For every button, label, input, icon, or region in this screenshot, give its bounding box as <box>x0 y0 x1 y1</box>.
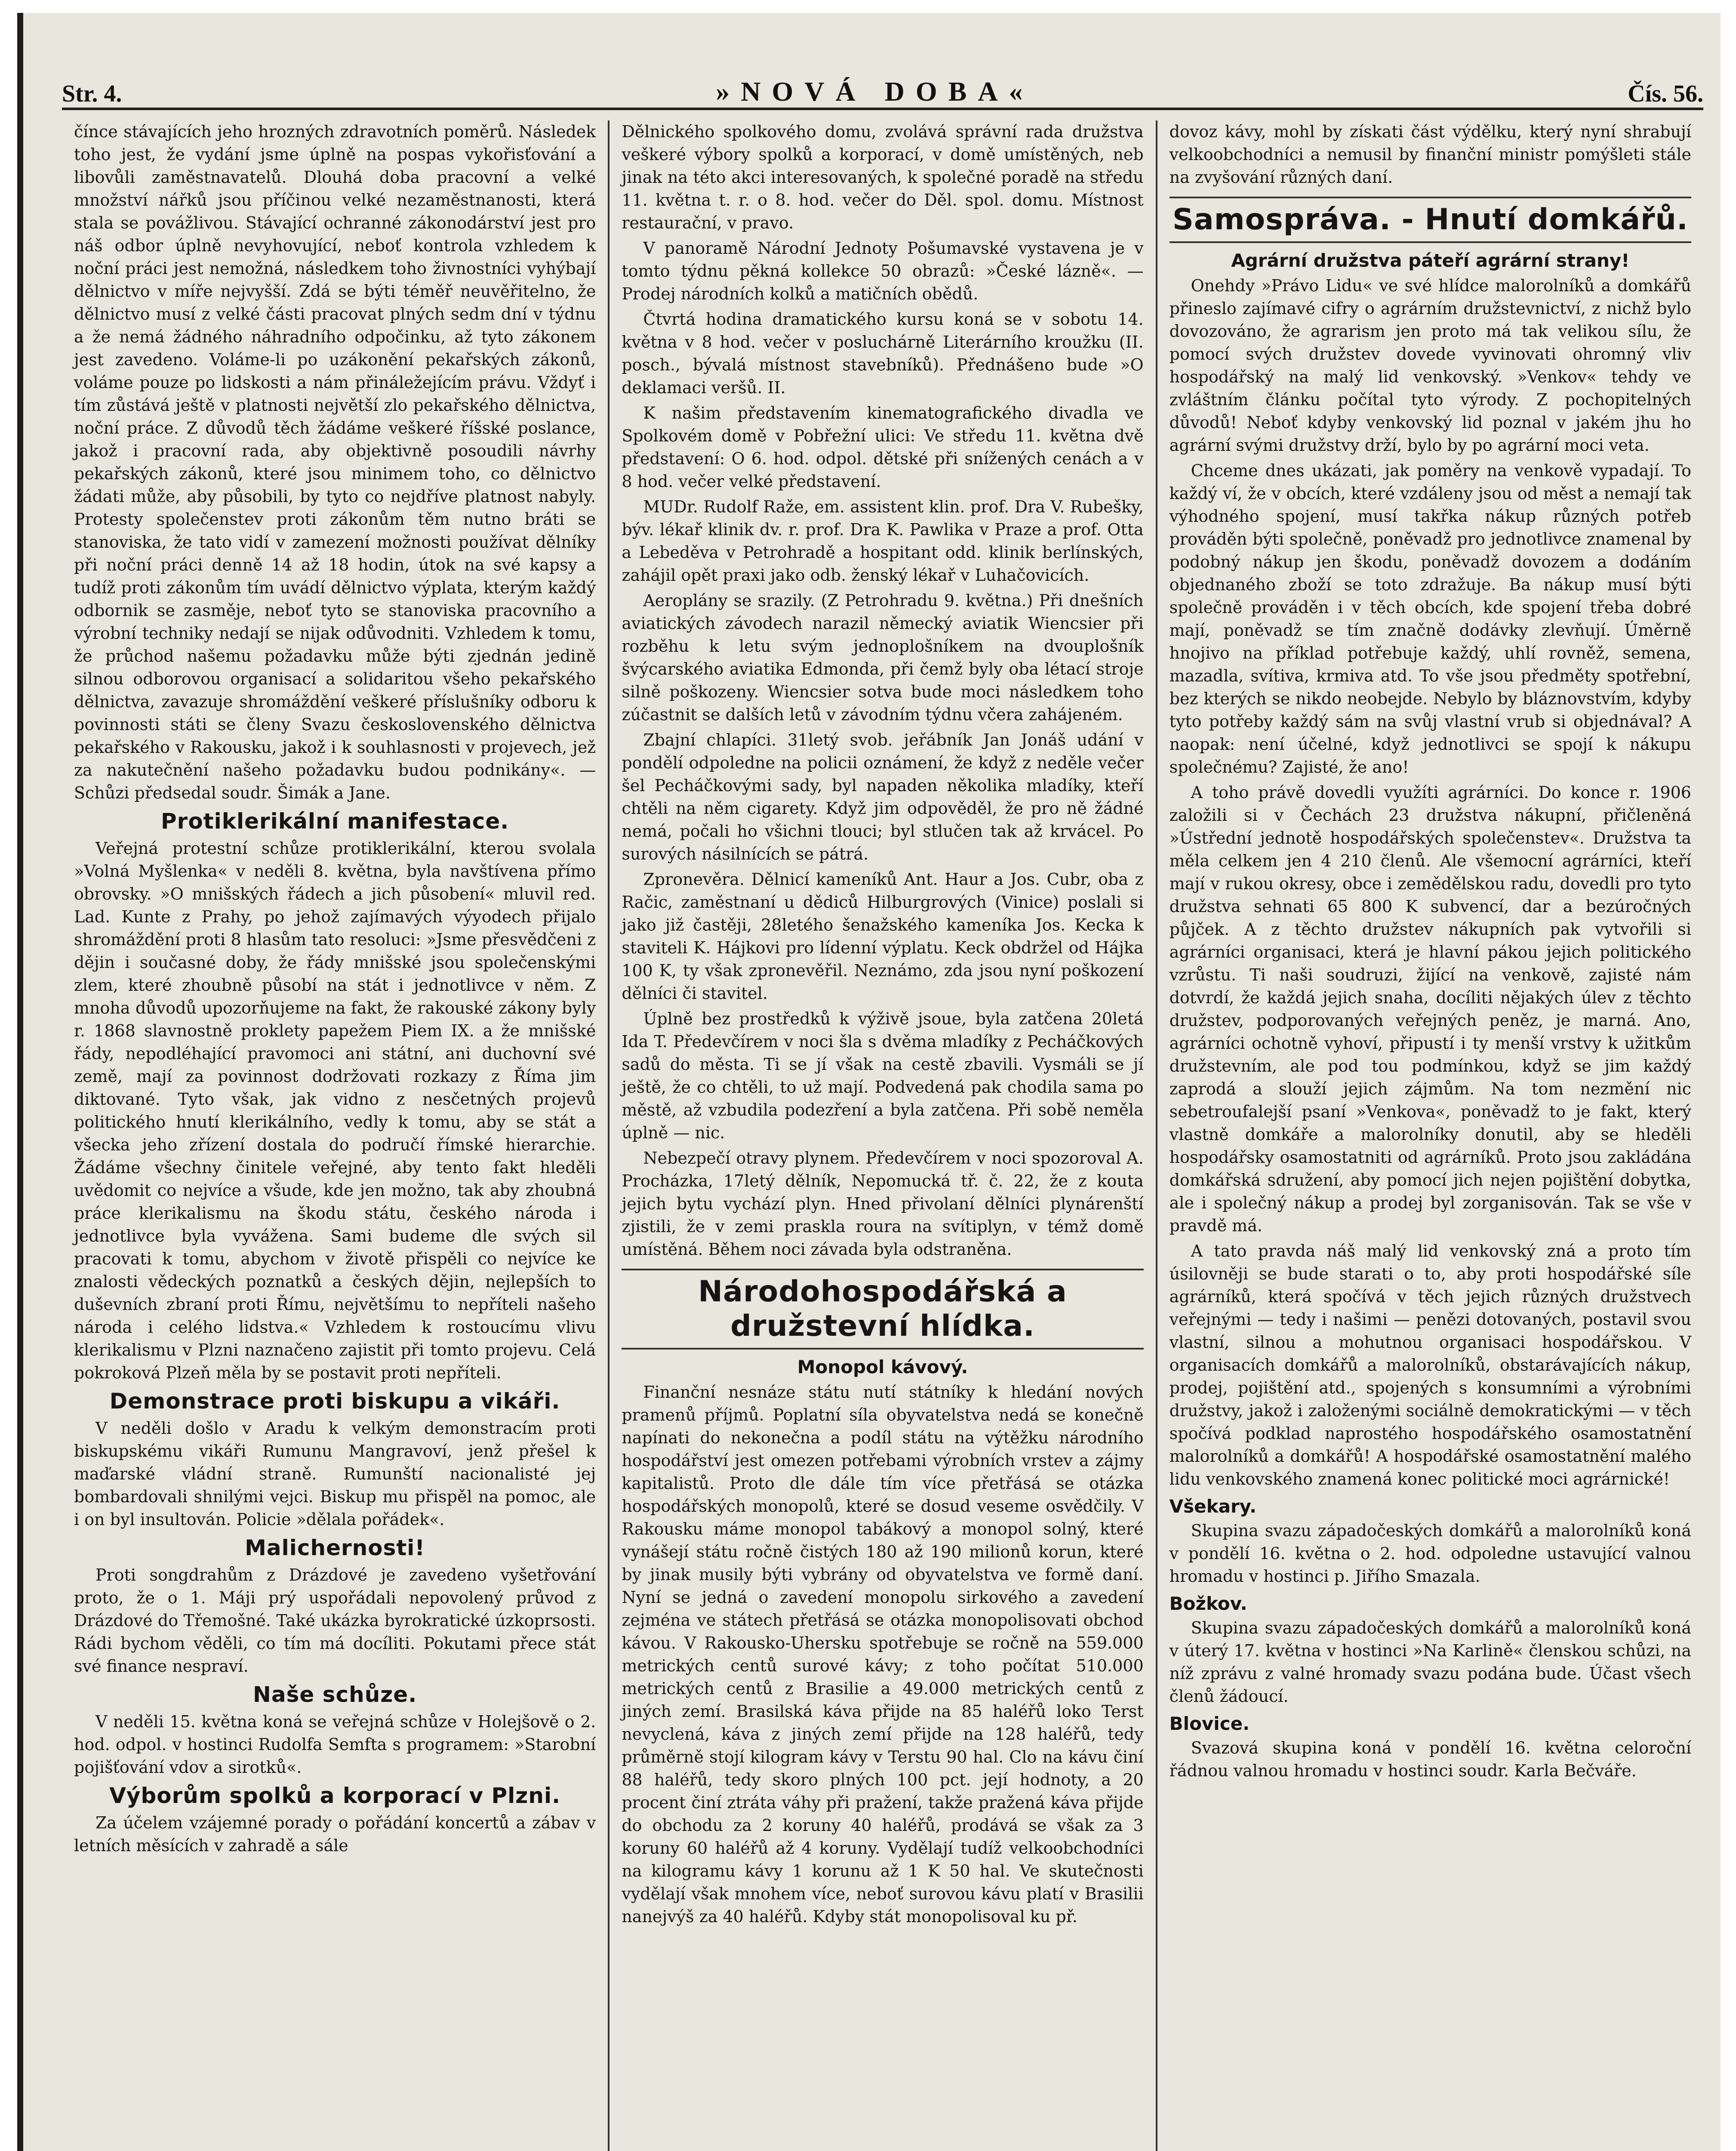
paragraph: Za účelem vzájemné porady o pořádání koncertů a zábav v letních měsících v zahradě a sále <box>74 1813 596 1855</box>
page-number: Čís. 56. <box>1628 80 1703 107</box>
paragraph: V neděli došlo v Aradu k velkým demonstracím proti biskupskému vikáři Rumunu Mangravoví, jenž přešel k maďarské vládní straně. Rumunští nacionalisté jej bombardovali shnilými vejci. Biskup mu přispěl na pomoc, ale i on byl insultován. Policie »dělala pořádek«. <box>74 1419 596 1529</box>
heading: Monopol kávový. <box>797 1356 968 1378</box>
heading: Protiklerikální manifestace. <box>161 809 509 834</box>
paragraph: Skupina svazu západočeských domkářů a malorolníků koná v úterý 17. května v hostinci »Na Karlině« členskou schůzi, na níž zprávu z valné hromady svazu podána bude. Účast všech členů žádoucí. <box>1169 1618 1691 1706</box>
notice-title: Božkov. <box>1169 1593 1247 1614</box>
paragraph: A toho právě dovedli využíti agrárníci. Do konce r. 1906 založili si v Čechách 23 družstva nákupní, přičleněná »Ústřední jednotě hospodářských společenstev«. Družstva ta měla celkem jen 4 210 členů. Ale všemocní agrárníci, kteří mají v rukou okresy, obce i zemědělskou radu, dovedli pro tyto družstva sehnati 65 800 K subvencí, dar a bezúročných půjček. A z těchto družstev nákupních pak vytvořili si agrárníci organisaci, která je hlavní pákou jejich politického vzrůstu. Ti naši soudruzi, žijící na venkově, zajisté nám dotvrdí, že každá jejich snaha, docíliti nějakých úlev z těchto družstev, podporovaných veřejných peněz, je marná. Ano, agrárníci ochotně vyhoví, připustí i ty menší vrstvy k užitkům družstevním, ale pod tou podmínkou, když se jim každý zaprodá a slouží jejich zájmům. Na tom nezmění nic sebetroufalejší psaní »Venkova«, poněvadž to je fakt, který vlastně domkáře a malorolníky donutil, aby se hleděli hospodářsky osamostatniti od agrárníků. Proto jsou zakládána domkářská sdružení, aby pomocí jich nejen pojištění dobytka, ale i společný nákup a prodej byl zorganisován. Tak se vše v pravdě má. <box>1169 783 1691 1235</box>
paragraph: Úplně bez prostředků k výživě jsoue, byla zatčena 20letá Ida T. Předevčírem v noci šla s dvěma mladíky z Pecháčkových sadů do města. Ti se jí však na cestě zbavili. Vysmáli se jí ještě, že co chtěli, to už mají. Podvedená pak chodila sama po městě, až vzbudila podezření a byla zatčena. Při sobě neměla úplně — nic. <box>622 1009 1144 1142</box>
masthead <box>62 60 1703 110</box>
issue-number: Str. 4. <box>62 80 122 107</box>
heading: Malichernosti! <box>245 1535 425 1560</box>
notice-title: Blovice. <box>1169 1713 1250 1734</box>
paragraph: čínce stávajících jeho hrozných zdravotních poměrů. Následek toho jest, že vydání jsme úplně na pospas vykořisťování a libovůli zaměstnavatelů. Dlouhá doba pracovní a velké množství nářků jsou příčinou velké nezaměstnanosti, která stala se povážlivou. Stávající ochranné zákonodárství jest pro náš odbor úplně nevyhovující, neboť kontrola vzhledem k noční práci jest nemožná, následkem toho živnostníci vyhýbají dělnictvo v míře nejvyšší. Zdá se býti téměř neuvěřitelno, že dělnictvo musí z velké části pracovat plných sedm dní v týdnu a že nemá žádného náhradního odpočinku, až tyto zákonem jest zavedeno. Voláme-li po uzákonění pekařských zákonů, voláme pouze po lidskosti a nám přináležejícím právu. Vždyť i tím zůstává ještě v platnosti největší zlo pekařského dělnictva, noční práce. Z důvodů těch žádáme veškeré říšské poslance, jakož i pracovní rada, aby objektivně posoudili návrhy pekařských zákonů, které jsou minimem toho, co dělnictvo žádati může, aby působili, by tyto co nejdříve platnost nabyly. Protesty společenstev proti zákonům těm nutno bráti se stanoviska, že tato vidí v zamezení možnosti používat dělníky při noční práci denně 14 až 18 hodin, útok na své kapsy a tudíž proti zákonům tím uvádí dělnictvo výplata, kterým každý odbornik se zasměje, neboť tyto se stanoviska pracovního a výrobní techniky nedají se nijak odůvodniti. Vzhledem k tomu, že průchod našemu požadavku může býti zjednán jedině silnou odborovou organisací a solidaritou všeho pekařského dělnictva, zavazuje shromáždění veškeré příslušníky odboru k povinnosti státi se členy Svazu československého dělnictva pekařského v Rakousku, jakož i k souhlasnosti v projevech, jež za nakutečnění našeho požadavku budou podnikány«. — Schůzi předsedal soudr. Šimák a Jane. <box>74 122 596 802</box>
newspaper-name: »NOVÁ DOBA« <box>716 76 1034 107</box>
paragraph: Proti songdrahům z Drázdové je zavedeno vyšetřování proto, že o 1. Máji prý uspořádali nepovolený průvod z Drázdové do Třemošné. Také ukázka byrokratické úzkoprsosti. Rádi bychom věděli, co tím má docíliti. Pokutami přece stát své finance nespraví. <box>74 1565 596 1676</box>
column-1 <box>62 120 609 2151</box>
column-2 <box>609 120 1157 2151</box>
paragraph: MUDr. Rudolf Raže, em. assistent klin. prof. Dra V. Rubešky, býv. lékař klinik dv. r. prof. Dra K. Pawlika v Praze a prof. Otta a Lebeděva v Petrohradě a hospitant odd. klinik berlínských, zahájil opět praxi jako odb. ženský lékař v Luhačovicích. <box>622 497 1144 585</box>
paragraph: K našim představením kinematografického divadla ve Spolkovém domě v Pobřežní ulici: Ve středu 11. května dvě představení: O 6. hod. odpol. dětské při snížených cenách a v 8 hod. večer velké představení. <box>622 404 1144 491</box>
notice-title: Všekary. <box>1169 1496 1257 1517</box>
heading: Demonstrace proti biskupu a vikáři. <box>109 1389 560 1414</box>
paragraph: Čtvrtá hodina dramatického kursu koná se v sobotu 14. května v 8 hod. večer v posluchárně Literárního kroužku (II. posch., bývalá místnost stavebníků). Přednášeno bude »O deklamaci veršů. II. <box>622 310 1144 397</box>
section-heading: Národohospodářská a družstevní hlídka. <box>622 1269 1143 1350</box>
paragraph: Onehdy »Právo Lidu« ve své hlídce malorolníků a domkářů přineslo zajímavé cifry o agrárním družstevnictví, z nichž bylo dovozováno, že agrarism jen proto má tak velikou sílu, že pomocí svých družstev dovede vyvinovati ohromný vliv hospodářský na malý lid venkovský. »Venkov« tehdy ve zvláštním článku počítal tyto výrody. Z pochopitelných důvodů! Neboť kdyby venkovský lid poznal v jakém jhu ho agrární svými družstvy drží, bylo by po agrární moci veta. <box>1169 276 1691 455</box>
paragraph: Finanční nesnáze státu nutí státníky k hledání nových pramenů příjmů. Poplatní síla obyvatelstva nedá se konečně napínati do nekonečna a podíl státu na výtěžku národního hospodářství jest omezen potřebami výrobních vrstev a zájmy kapitalistů. Proto dle dále tím více přetřásá se otázka hospodářských monopolů, které se dosud veseme osvědčily. V Rakousku máme monopol tabákový a monopol solný, které vynášejí státu ročně čistých 180 až 190 milionů korun, které by jinak musily býti vybrány od obyvatelstva ve formě daní. Nyní se jedná o zavedení monopolu sirkového a zavedení zejména ve státech přetřásá se otázka monopolisovati obchod kávou. V Rakousko-Uhersku spotřebuje se ročně na 559.000 metrických centů surové kávy; z toho počítat 510.000 metrických centů z Brasilie a 49.000 metrických centů z jiných zemí. Brasilská káva přijde na 85 haléřů loko Terst nevyclená, káva z jiných zemí přijde na 128 haléřů, tedy průměrně stojí kilogram kávy v Terstu 90 hal. Clo na kávu činí 88 haléřů, tedy skoro plných 100 pct. její hodnoty, a 20 procent činí ztráta váhy při pražení, takže pražená káva přijde do obchodu za 2 koruny 40 haléřů, prodává se však za 3 koruny 60 haléřů až 4 koruny. Vydělají tudíž velkoobchodníci na kilogramu kávy 1 korunu až 1 K 50 hal. Ve skutečnosti vydělají však mnohem více, neboť surovou kávu platí v Brasilii nanejvýš za 40 haléřů. Kdyby stát monopolisoval ku př. <box>622 1383 1144 1926</box>
column-3 <box>1157 120 1703 2151</box>
paragraph: V neděli 15. května koná se veřejná schůze v Holejšově o 2. hod. odpol. v hostinci Rudolfa Semfta s programem: »Starobní pojišťování vdov a sirotků«. <box>74 1712 596 1777</box>
paragraph: Dělnického spolkového domu, zvolává správní rada družstva veškeré výbory spolků a korporací, v domě umístěných, neb jinak na této akci interesovaných, k společné poradě na středu 11. května t. r. o 8. hod. večer do Děl. spol. domu. Místnost restaurační, v pravo. <box>622 122 1144 232</box>
columns <box>62 120 1703 2151</box>
heading: Výborům spolků a korporací v Plzni. <box>109 1783 561 1808</box>
paragraph: Zpronevěra. Dělnicí kameníků Ant. Haur a Jos. Cubr, oba z Račic, zaměstnaní u dědiců Hilburgrových (Vinice) poslali si jako již častěji, 28letého šenažského kameníka Jos. Kecka k staviteli K. Hájkovi pro lídenní výplatu. Keck obdržel od Hájka 100 K, ty však zpronevěřil. Neznámo, zda jsou nyní poškození dělníci či stavitel. <box>622 870 1144 1003</box>
paragraph: Nebezpečí otravy plynem. Předevčírem v noci spozoroval A. Procházka, 17letý dělník, Nepomucká tř. č. 22, že z kouta jejich bytu vychází plyn. Hned přivolaní dělníci plynárenští zjistili, že v zemi praskla roura na svítiplyn, v témž domě umístěná. Během noci závada byla odstraněna. <box>622 1149 1144 1259</box>
paragraph: Skupina svazu západočeských domkářů a malorolníků koná v pondělí 16. května o 2. hod. odpoledne ustavující valnou hromadu v hostinci p. Jiřího Smazala. <box>1169 1521 1691 1586</box>
heading: Agrární družstva páteří agrární strany! <box>1231 250 1630 271</box>
paragraph: V panoramě Národní Jednoty Pošumavské vystavena je v tomto týdnu pěkná kollekce 50 obrazů: »České lázně«. — Prodej národních kolků a matičních obědů. <box>622 239 1144 303</box>
paragraph: Chceme dnes ukázati, jak poměry na venkově vypadají. To každý ví, že v obcích, které vzdáleny jsou od měst a nemají tak výhodného spojení, musí takřka nákup různých potřeb prováděn býti společně, poněvadž pro jednotlivce znamenal by podobný nákup jen škodu, poněvadž dovozem a dodáním objednaného zboží se toto zdražuje. Ba nákup musí býti společně prováděn i v těch obcích, kde spojení třeba dobré mají, poněvadž se tím značně dodávky zlevňují. Úměrně hnojivo na příklad potřebuje každý, uhlí rovněž, semena, mazadla, svítiva, krmiva atd. To vše jsou předměty spotřební, bez kterých se nikdo neobejde. Nebylo by bláznovstvím, kdyby tyto potřeby každý sám na svůj vlastní vrub si objednával? A naopak: není účelné, když jednotlivci se spojí k nákupu společnému? Zajisté, že ano! <box>1169 461 1691 777</box>
paragraph: A tato pravda náš malý lid venkovský zná a proto tím úsilovněji se bude starati o to, aby proti hospodářské síle agrárníků, která spočívá v těch jejich různých družstvech veřejnými — tedy i našimi — penězi dotovaných, postavil svou vlastní, silnou a mohutnou organisaci hospodářskou. V organisacích domkářů a malorolníků, obstarávajících nákup, prodej, pojištění atd., spojených s konsumními a výrobními družstvy, jakož i založenými sociálně demokratickými — v těch spočívá podklad naprostého hospodářského osamostatnění malorolníků a domkářů! A hospodářské osamostatnění malého lidu venkovského znamená konec politické moci agrárnické! <box>1169 1242 1691 1488</box>
paragraph: Veřejná protestní schůze protiklerikální, kterou svolala »Volná Myšlenka« v neděli 8. května, byla navštívena přímo obrovsky. »O mnišských řádech a jich působení« mluvil red. Lad. Kunte z Prahy, po jehož zajímavých výyodech přijalo shromáždění proti 8 hlasům tato resoluci: »Jsme přesvědčeni z dějin i současné doby, že řády mnišské jsou společenskými zlem, které zhoubně působí na stát i jednotlivce v něm. Z mnoha důvodů upozorňujeme na fakt, že rakouské zákony byly r. 1868 slavnostně proklety papežem Piem IX. a že mnišské řády, nepodléhající pravomoci ani státní, ani duchovní své země, mají za povinnost dodržovati rozkazy z Říma jim diktované. Tyto však, jak vidno z nesčetných projevů politického hnutí klerikálního, vedly k tomu, aby se stát a všecka jeho zřízení dostala do područí římské hierarchie. Žádáme všechny činitele veřejné, aby tento fakt hleděli uvědomit co nejvíce a všude, kde jen možno, tak aby zhoubná práce klerikalismu na škodu státu, českého národa i jednotlivce byla vyvážena. Sami budeme dle svých sil pracovati k tomu, abychom v životě přispěli co nejvíce ke znalosti vědeckých poznatků a českých dějin, nejlepších to duševních zbraní proti Římu, největšímu to nepříteli našeho národa i celého lidstva.« Vzhledem k rostoucímu vlivu klerikalismu v Plzni naznačeno zajistit při tomto projevu. Celá pokroková Plzeň měla by se postavit proti nepříteli. <box>74 839 596 1382</box>
heading: Naše schůze. <box>253 1682 417 1707</box>
section-heading: Samospráva. - Hnutí domkářů. <box>1170 197 1691 243</box>
newspaper-page <box>17 13 1721 2151</box>
paragraph: Zbajní chlapíci. 31letý svob. jeřábník Jan Jonáš udání v pondělí odpoledne na policii oznámení, že když z neděle večer šel Pecháčkovými sady, byl napaden několika mladíky, kteří chtěli na něm cigarety. Když jim odpověděl, že pro ně žádné nemá, počali ho všichni tlouci; byl stlučen tak až krvácel. Po surových násilnících se pátrá. <box>622 730 1144 863</box>
paragraph: Svazová skupina koná v pondělí 16. května celoroční řádnou valnou hromadu v hostinci soudr. Karla Bečváře. <box>1169 1738 1691 1780</box>
paragraph: dovoz kávy, mohl by získati část výdělku, který nyní shrabují velkoobchodníci a nemusil by finanční ministr pomýšleti stále na zvyšování různých daní. <box>1169 122 1691 187</box>
paragraph: Aeroplány se srazily. (Z Petrohradu 9. května.) Při dnešních aviatických závodech narazil německý aviatik Wiencsier při rozběhu k letu svým jednoplošníkem na dvouplošník švýcarského aviatika Edmonda, při čemž byly oba létací stroje silně poškozeny. Wiencsier sotva bude moci následkem toho zúčastnit se dalších letů v závodním týdnu včera zahájeném. <box>622 591 1144 724</box>
